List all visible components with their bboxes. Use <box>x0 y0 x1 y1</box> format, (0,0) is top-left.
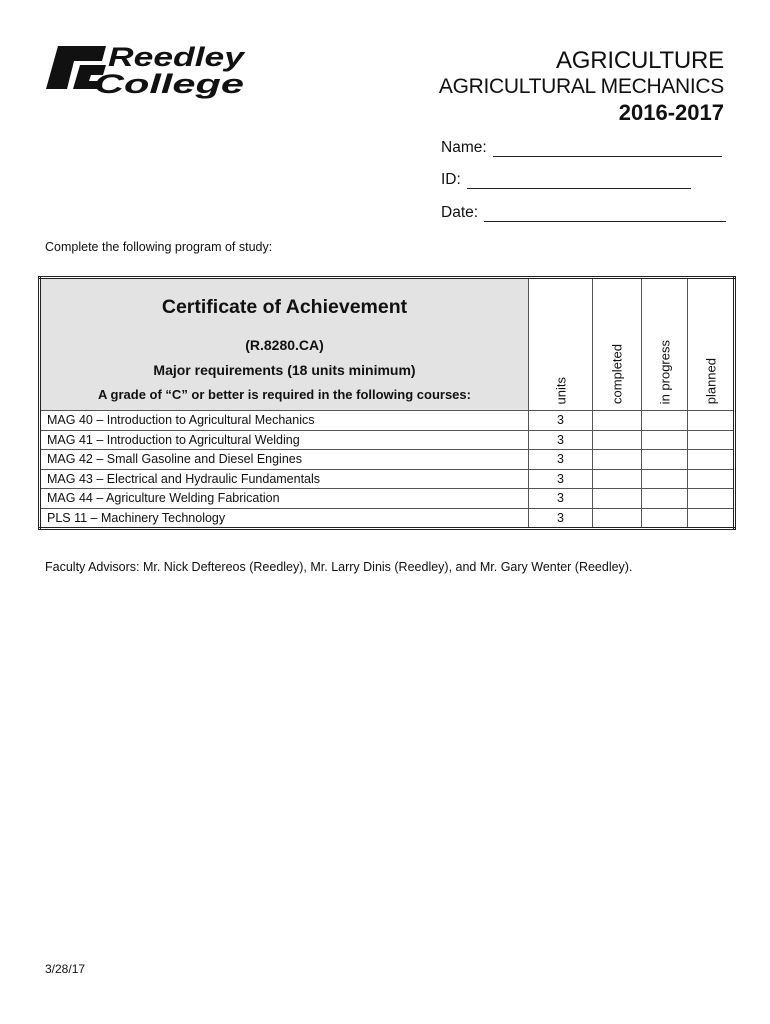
name-input-line[interactable] <box>493 141 722 157</box>
name-field <box>441 139 722 157</box>
date-input-line[interactable] <box>484 206 726 222</box>
id-input-line[interactable] <box>467 173 691 189</box>
date-field <box>441 204 726 222</box>
course-units: 3 <box>529 489 593 509</box>
date-label: Date: <box>441 204 479 221</box>
column-header-in-progress <box>642 278 688 411</box>
requirement-text: Major requirements (18 units minimum) <box>153 362 416 378</box>
column-header-units <box>529 278 593 411</box>
column-header-completed <box>593 278 642 411</box>
table-row <box>40 489 735 509</box>
course-units: 3 <box>529 469 593 489</box>
table-row <box>40 508 735 529</box>
name-label: Name: <box>441 139 487 156</box>
planned-label: planned <box>703 357 718 404</box>
course-name: MAG 41 – Introduction to Agricultural Welding <box>40 430 529 450</box>
faculty-advisors: Faculty Advisors: Mr. Nick Deftereos (Reedley), Mr. Larry Dinis (Reedley), and Mr. Gary Wenter (Reedley). <box>45 560 633 574</box>
planned-cell[interactable] <box>688 450 735 470</box>
catalog-year: 2016-2017 <box>618 100 724 125</box>
planned-cell[interactable] <box>688 469 735 489</box>
reedley-college-logo-mark <box>44 42 246 100</box>
table-row <box>40 430 735 450</box>
certificate-code: (R.8280.CA) <box>245 337 324 353</box>
completed-cell[interactable] <box>593 450 642 470</box>
completed-cell[interactable] <box>593 508 642 529</box>
course-name: PLS 11 – Machinery Technology <box>40 508 529 529</box>
planned-cell[interactable] <box>688 489 735 509</box>
course-units: 3 <box>529 450 593 470</box>
in-progress-cell[interactable] <box>642 411 688 431</box>
logo-line1: Reedley <box>108 42 246 72</box>
completed-cell[interactable] <box>593 430 642 450</box>
college-logo <box>44 42 246 100</box>
table-row <box>40 411 735 431</box>
completed-cell[interactable] <box>593 489 642 509</box>
revision-date: 3/28/17 <box>45 962 86 976</box>
in-progress-cell[interactable] <box>642 430 688 450</box>
course-units: 3 <box>529 411 593 431</box>
completed-cell[interactable] <box>593 469 642 489</box>
completed-label: completed <box>609 344 625 404</box>
course-name: MAG 44 – Agriculture Welding Fabrication <box>40 489 529 509</box>
planned-cell[interactable] <box>688 411 735 431</box>
table-row <box>40 469 735 489</box>
grade-note: A grade of “C” or better is required in the following courses: <box>98 387 471 402</box>
course-name: MAG 42 – Small Gasoline and Diesel Engines <box>40 450 529 470</box>
id-field <box>441 171 691 189</box>
instruction-text: Complete the following program of study: <box>45 240 273 254</box>
completed-cell[interactable] <box>593 411 642 431</box>
course-name: MAG 43 – Electrical and Hydraulic Fundamentals <box>40 469 529 489</box>
table-row <box>40 450 735 470</box>
planned-cell[interactable] <box>688 508 735 529</box>
units-label: units <box>553 376 568 404</box>
department-title: AGRICULTURE <box>555 47 724 74</box>
id-label: ID: <box>441 171 461 188</box>
program-title: AGRICULTURAL MECHANICS <box>438 75 724 98</box>
planned-cell[interactable] <box>688 430 735 450</box>
column-header-planned <box>688 278 735 411</box>
in-progress-label: in progress <box>657 339 672 404</box>
in-progress-cell[interactable] <box>642 489 688 509</box>
in-progress-cell[interactable] <box>642 450 688 470</box>
course-units: 3 <box>529 508 593 529</box>
certificate-title: Certificate of Achievement <box>161 296 408 318</box>
program-table <box>38 276 736 530</box>
logo-line2: College <box>94 69 244 99</box>
course-name: MAG 40 – Introduction to Agricultural Mechanics <box>40 411 529 431</box>
table-header-main <box>40 278 529 411</box>
in-progress-cell[interactable] <box>642 469 688 489</box>
in-progress-cell[interactable] <box>642 508 688 529</box>
course-units: 3 <box>529 430 593 450</box>
